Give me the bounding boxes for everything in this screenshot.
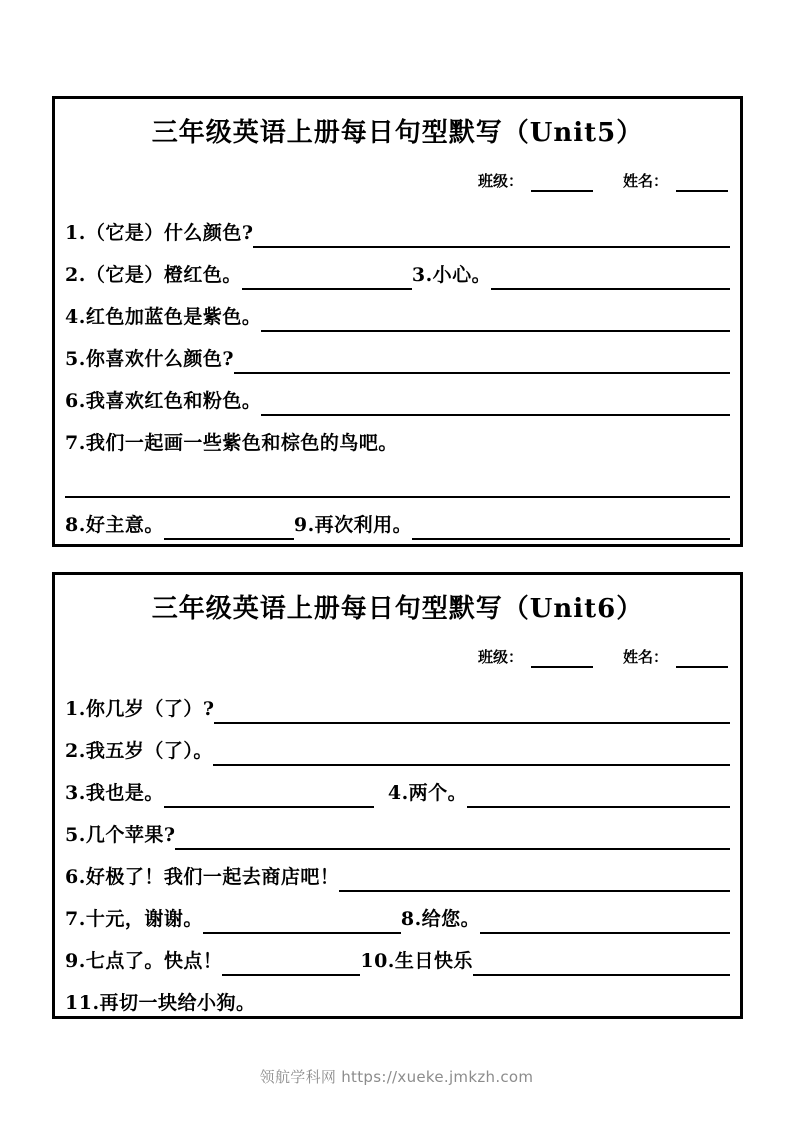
question-row bbox=[65, 850, 730, 892]
answer-blank[interactable] bbox=[242, 266, 412, 290]
question-text: 8.好主意。 bbox=[65, 513, 164, 536]
question-text: 1.（它是）什么颜色? bbox=[65, 221, 254, 244]
question-row bbox=[65, 416, 730, 458]
question-text: 1.你几岁（了）? bbox=[65, 697, 215, 720]
question-text: 2.我五岁（了）。 bbox=[65, 739, 213, 762]
answer-blank[interactable] bbox=[222, 952, 360, 976]
answer-blank[interactable] bbox=[214, 700, 730, 724]
question-text: 6.好极了！我们一起去商店吧！ bbox=[65, 865, 340, 888]
footer-watermark: 领航学科网 https://xueke.jmkzh.com bbox=[259, 1068, 534, 1086]
question-text: 2.（它是）橙红色。 bbox=[65, 263, 242, 286]
question-text: 4.两个。 bbox=[387, 781, 468, 804]
answer-blank[interactable] bbox=[164, 516, 294, 540]
question-row bbox=[65, 290, 730, 332]
student-info-row-unit6 bbox=[65, 624, 730, 668]
student-info-row-unit5 bbox=[65, 148, 730, 192]
class-label-unit5: 班级： bbox=[477, 171, 523, 190]
question-row bbox=[65, 808, 730, 850]
answer-blank[interactable] bbox=[203, 910, 401, 934]
worksheet-content-unit6 bbox=[55, 575, 740, 1016]
answer-blank[interactable] bbox=[213, 742, 730, 766]
answer-blank[interactable] bbox=[234, 350, 730, 374]
question-text: 10.生日快乐 bbox=[360, 949, 473, 972]
class-label-unit6: 班级： bbox=[477, 647, 523, 666]
question-text: 9.再次利用。 bbox=[293, 513, 413, 536]
worksheet-box-unit6 bbox=[52, 572, 743, 1019]
answer-blank[interactable] bbox=[261, 308, 730, 332]
question-row bbox=[65, 498, 730, 540]
answer-blank[interactable] bbox=[491, 266, 730, 290]
name-blank-unit5[interactable] bbox=[676, 175, 728, 192]
name-label-unit6: 姓名： bbox=[622, 647, 668, 666]
question-text: 3.我也是。 bbox=[65, 781, 164, 804]
answer-blank[interactable] bbox=[339, 868, 730, 892]
answer-blank[interactable] bbox=[467, 784, 730, 808]
question-row bbox=[65, 206, 730, 248]
answer-blank[interactable] bbox=[261, 392, 730, 416]
class-blank-unit6[interactable] bbox=[531, 651, 593, 668]
question-row bbox=[65, 766, 730, 808]
class-blank-unit5[interactable] bbox=[531, 175, 593, 192]
answer-blank-placeholder bbox=[398, 436, 730, 458]
question-text: 6.我喜欢红色和粉色。 bbox=[65, 389, 262, 412]
question-text: 4.红色加蓝色是紫色。 bbox=[65, 305, 262, 328]
question-row bbox=[65, 374, 730, 416]
question-list-unit5 bbox=[65, 192, 730, 540]
answer-blank[interactable] bbox=[175, 826, 730, 850]
question-row bbox=[65, 934, 730, 976]
question-row bbox=[65, 976, 730, 1018]
question-text: 7.我们一起画一些紫色和棕色的鸟吧。 bbox=[65, 431, 398, 454]
question-row bbox=[65, 332, 730, 374]
question-row bbox=[65, 724, 730, 766]
question-text: 9.七点了。快点！ bbox=[65, 949, 223, 972]
question-text: 7.十元，谢谢。 bbox=[65, 907, 203, 930]
answer-blank[interactable] bbox=[412, 516, 730, 540]
answer-blank[interactable] bbox=[253, 224, 730, 248]
worksheet-title-unit5: 三年级英语上册每日句型默写（Unit5） bbox=[151, 118, 644, 148]
question-row-continuation bbox=[65, 458, 730, 498]
name-label-unit5: 姓名： bbox=[622, 171, 668, 190]
worksheet-content-unit5 bbox=[55, 99, 740, 544]
question-text: 3.小心。 bbox=[411, 263, 492, 286]
worksheet-title-unit6: 三年级英语上册每日句型默写（Unit6） bbox=[151, 594, 644, 624]
answer-blank[interactable] bbox=[256, 994, 730, 1018]
worksheet-box-unit5 bbox=[52, 96, 743, 547]
question-text: 11.再切一块给小狗。 bbox=[65, 991, 256, 1014]
answer-blank[interactable] bbox=[164, 784, 374, 808]
question-row bbox=[65, 248, 730, 290]
name-blank-unit6[interactable] bbox=[676, 651, 728, 668]
answer-blank[interactable] bbox=[480, 910, 730, 934]
question-row bbox=[65, 682, 730, 724]
question-list-unit6 bbox=[65, 668, 730, 1018]
question-text: 5.几个苹果? bbox=[65, 823, 176, 846]
question-text: 8.给您。 bbox=[400, 907, 481, 930]
answer-blank[interactable] bbox=[65, 474, 730, 498]
question-row bbox=[65, 892, 730, 934]
answer-blank[interactable] bbox=[473, 952, 730, 976]
question-text: 5.你喜欢什么颜色? bbox=[65, 347, 234, 370]
